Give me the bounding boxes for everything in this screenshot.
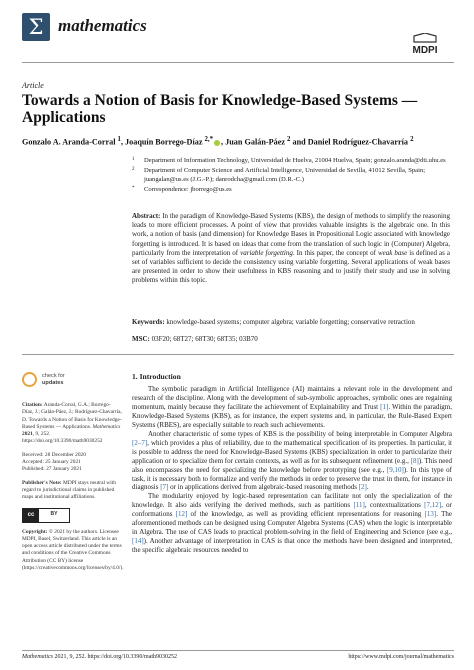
abstract-text: . In this paper, the concept of xyxy=(292,248,378,257)
author-list xyxy=(22,134,462,148)
section-heading-introduction: 1. Introduction xyxy=(132,372,181,381)
orcid-icon[interactable] xyxy=(214,140,220,146)
abstract-text: is defined as a set of variables sufficient to decide the consistency using variable forgetting. Several applications of weak bases are presented in order to show their usefulness in KBS reasoning and to justify their study and use in solving problems within this topic. xyxy=(132,248,451,285)
body-text: or in applications derived from algebraic-based reasoning methods xyxy=(168,483,359,492)
author-3[interactable]: , Juan Galán-Páez xyxy=(221,137,288,147)
body-text: , which provides a plus of reliability, due to the mathematical specification of its properties. In particular, it is possible to address the need for Knowledge-Based Systems (KBS) specialization in order to particularize their application or to specialize them for certain contexts, as well as for its subsequent refinement (e.g., xyxy=(132,438,452,465)
keywords-text: knowledge-based systems; computer algebra; variable forgetting; conservative retraction xyxy=(164,318,415,326)
author-3-affil: 2 xyxy=(287,136,291,143)
sigma-icon: Σ xyxy=(28,15,44,39)
publisher-note-text: MDPI stays neutral with regard to jurisdictional claims in published maps and institutional affiliations. xyxy=(22,479,116,501)
citation-link[interactable]: [2–7] xyxy=(132,438,148,447)
page-footer xyxy=(22,654,454,660)
correspondence-text: Correspondence: jborrego@us.es xyxy=(144,186,232,194)
affiliation-mark: 1 xyxy=(132,157,135,162)
body-text: ). This need also encompasses the need for specializing the knowledge before prototyping (see e.g., xyxy=(132,456,452,474)
msc-codes xyxy=(132,335,450,344)
check-updates-label xyxy=(42,373,65,386)
accepted-date: Accepted: 25 January 2021 xyxy=(22,459,81,466)
author-1-affil: 1 xyxy=(117,136,121,143)
citation-link[interactable]: [7] xyxy=(160,483,169,492)
body-text: of the knowledge, as well as providing efficient representations for reasoning xyxy=(187,510,425,519)
body-text: . The aforementioned methods can be designed using Computer Algebra Systems (CAS) when the logic is interpretable in Algebra. The use of CAS leads to practical problem-solving in the field of Engineering and Science (see e.g., xyxy=(132,510,452,537)
body-text: Another characteristic of some types of KBS is the possibility of being interpretable in Computer Algebra xyxy=(148,429,452,438)
citation-year: 2021 xyxy=(22,431,33,438)
publisher-note-label: Publisher's Note: xyxy=(22,479,62,486)
journal-header xyxy=(22,13,452,57)
author-1[interactable]: Gonzalo A. Aranda-Corral xyxy=(22,137,118,147)
citation-link[interactable]: [8] xyxy=(410,456,419,465)
author-2-affil: 2,* xyxy=(204,136,214,143)
body-text: . xyxy=(366,483,369,492)
keywords xyxy=(132,318,450,327)
keywords-label: Keywords: xyxy=(132,318,165,326)
footer-citation[interactable]: 2021, 9, 252. https://doi.org/10.3390/math9030252 xyxy=(53,654,178,660)
check-for-updates[interactable] xyxy=(22,372,122,392)
abstract-emph: variable forgetting xyxy=(240,248,293,257)
check-updates-line-1: check for xyxy=(42,373,65,379)
published-date: Published: 27 January 2021 xyxy=(22,466,82,473)
copyright-text: © 2021 by the authors. Licensee MDPI, Basel, Switzerland. This article is an open access article distributed under the terms and conditions of the Creative Commons Attribution (CC BY) license (https://creativecommons.org/licenses/by/4.0/). xyxy=(22,528,124,572)
article-type: Article xyxy=(22,81,44,90)
paragraph xyxy=(132,430,452,493)
author-4[interactable]: and Daniel Rodríguez-Chavarría xyxy=(290,137,411,147)
body-text: ). In this type of task, it is necessary both to formalize and verify the methods in order to preserve the trust in them, for instance in diagnosis xyxy=(132,465,452,492)
abstract-emph: weak base xyxy=(378,248,408,257)
body-text: ). Another advantage of interpretation in CAS is that once the methods have been designed and interpreted, the specific algebraic resources needed to xyxy=(132,537,452,555)
affiliation-mark: 2 xyxy=(132,167,135,173)
footer-divider xyxy=(22,650,454,651)
footer-journal-url[interactable]: https://www.mdpi.com/journal/mathematics xyxy=(348,654,454,660)
affiliations xyxy=(132,157,452,195)
abstract-text: In the paradigm of Knowledge-Based Systems (KBS), the design of methods to simplify the reasoning leads to more efficient processes. A point of view that provides valuable insights is the algebraic one. In this work, a notion of basis (and dimension) for Knowledge Bases in Propositional Logic associated with knowledge forgetting is introduced. It is based on ideas that come from the translation of such logic in (Computer) Algebra, particularly from the interpretation of xyxy=(132,212,450,257)
check-updates-line-2: updates xyxy=(42,379,64,386)
mdpi-logo xyxy=(406,33,444,59)
paragraph xyxy=(132,492,452,555)
msc-text: 03F20; 68T27; 68T30; 68T35; 03B70 xyxy=(149,335,258,343)
header-divider xyxy=(22,62,454,63)
abstract xyxy=(132,212,450,286)
check-updates-icon xyxy=(22,372,37,387)
citation-journal: Mathematics xyxy=(92,423,121,430)
footer-journal: Mathematics xyxy=(22,654,53,660)
cc-by-license-badge[interactable] xyxy=(22,508,70,523)
citation-link[interactable]: [1] xyxy=(380,402,389,411)
citation-link[interactable]: [9,10] xyxy=(386,465,404,474)
journal-name: mathematics xyxy=(58,16,147,35)
citation-link[interactable]: [7,12] xyxy=(424,501,442,510)
introduction-body xyxy=(132,385,452,555)
publisher-name: MDPI xyxy=(412,45,438,56)
paragraph xyxy=(132,385,452,430)
cc-icon: cc xyxy=(23,509,39,522)
article-title: Towards a Notion of Basis for Knowledge-Based Systems — Applications xyxy=(22,92,418,126)
copyright-block xyxy=(22,529,122,573)
citation-text: Aranda-Corral, G.A.; Borrego-Díaz, J.; Galán-Páez, J.; Rodríguez-Chavarría, D. Towards a Notion of Basis for Knowledge-Based Systems — Applications. xyxy=(22,402,122,430)
citation-link[interactable]: [13] xyxy=(424,510,437,519)
author-4-affil: 2 xyxy=(410,136,414,143)
citation-doi[interactable]: , 9, 252. https://doi.org/10.3390/math9030252 xyxy=(22,431,103,445)
affiliation-text: Department of Information Technology, Universidad de Huelva, 21004 Huelva, Spain; gonzalo.aranda@dti.uhu.es xyxy=(144,157,446,164)
body-text: , or conformations xyxy=(132,501,452,519)
sidebar xyxy=(22,372,122,578)
received-date: Received: 28 December 2020 xyxy=(22,451,86,458)
affiliation-item xyxy=(132,167,452,184)
affiliation-item xyxy=(132,157,452,165)
affiliation-mark: * xyxy=(132,186,135,192)
body-text: . Within the paradigm, Knowledge-Based Systems (KBS), as for instance, the expert systems and, in particular, the Rule-Based Expert Systems (RBES), are especially suitable to reach such achievements. xyxy=(132,402,452,429)
citation-link[interactable]: [11] xyxy=(353,501,365,510)
abstract-label: Abstract: xyxy=(132,212,161,220)
affiliation-item xyxy=(132,186,452,194)
citation-link[interactable]: [12] xyxy=(175,510,188,519)
author-2[interactable]: , Joaquín Borrego-Díaz xyxy=(120,137,205,147)
copyright-label: Copyright: xyxy=(22,528,48,535)
body-text: The modularity enjoyed by logic-based representation can facilitate not only the specialization of the knowledge. It also aids verifying the derived methods, such as partitions xyxy=(132,492,452,510)
section-divider xyxy=(22,354,454,355)
msc-label: MSC: xyxy=(132,335,150,343)
citation-label: Citation: xyxy=(22,402,43,408)
citation-link[interactable]: [14] xyxy=(132,537,144,546)
citation-block xyxy=(22,402,122,446)
body-text: , contextualizations xyxy=(364,501,425,510)
affiliation-text: Department of Computer Science and Artificial Intelligence, Universidad de Sevilla, 41012 Sevilla, Spain; juangalan@us.es (J.G.-P.); danrodcha@gmail.com (D.R.-C.) xyxy=(144,167,426,183)
body-text: The symbolic paradigm in Artificial Intelligence (AI) maintains a relevant role in the development and research of the discipline. Along with the development of sub-symbolic approaches, symbolic ones are regaining momentum, mainly because they facilitate the achievement of Explainability and Trust xyxy=(132,385,452,411)
by-icon: BY xyxy=(50,511,58,518)
publisher-note xyxy=(22,480,122,502)
citation-link[interactable]: [2] xyxy=(358,483,367,492)
